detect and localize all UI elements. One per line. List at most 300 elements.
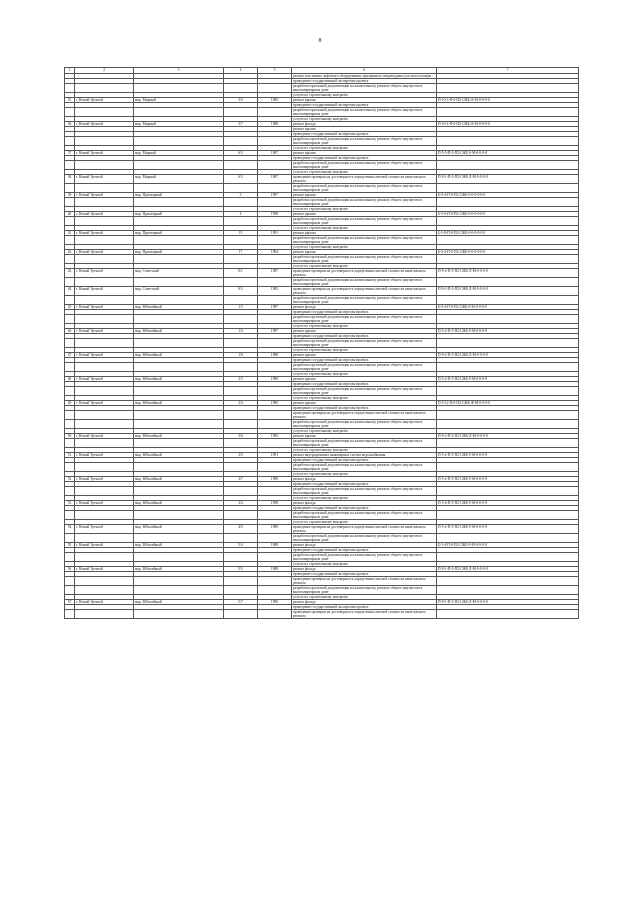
house-cell [224, 411, 258, 420]
city-cell [75, 511, 134, 520]
work-type-cell: услуги по строительному контролю [292, 472, 437, 477]
work-type-cell: разработка проектной документации на капитальному ремонту общего имущества в многоквартирном доме [292, 315, 437, 324]
city-cell: г. Новый Уренгой [75, 287, 134, 296]
table-row [65, 198, 579, 207]
address-cell [134, 255, 224, 264]
code-cell: П-5-2-П-0-П2-СЖБ-0-М-0-0-0-0 [437, 453, 579, 458]
house-cell [224, 439, 258, 448]
address-cell: мкр. Советский [134, 269, 224, 278]
work-type-cell: разработка проектной документации на капитальному ремонту общего имущества в многоквартирном доме [292, 278, 437, 287]
code-cell [437, 534, 579, 543]
code-cell: Б-5-4-П-0-П2-СЖБ-0-М-0-0-0-0 [437, 543, 579, 548]
address-cell [134, 278, 224, 287]
code-cell [437, 278, 579, 287]
address-cell: мкр. Мирный [134, 151, 224, 156]
work-type-cell: ремонт фасада [292, 543, 437, 548]
work-type-cell: проведение проверки на достоверность определения сметной стоимости капитального ремонта [292, 525, 437, 534]
row-number: 48 [65, 377, 75, 382]
work-type-cell: проведение государственной экспертизы проекта [292, 506, 437, 511]
work-type-cell: проведение проверки на достоверность определения сметной стоимости капитального ремонта [292, 577, 437, 586]
address-cell: мкр. Приозерный [134, 231, 224, 236]
year-cell [258, 411, 292, 420]
address-cell: мкр. Юбилейный [134, 329, 224, 334]
address-cell [134, 184, 224, 193]
address-cell: мкр. Юбилейный [134, 434, 224, 439]
house-cell [224, 511, 258, 520]
work-type-cell: ремонт фасада [292, 477, 437, 482]
work-type-cell: услуги по строительному контролю [292, 324, 437, 329]
house-cell [224, 108, 258, 117]
code-cell: П-10-4-П-0-П2-СЖБ-Л-М-0-0-0-0 [437, 122, 579, 127]
year-cell [258, 553, 292, 562]
city-cell [75, 315, 134, 324]
city-cell [75, 463, 134, 472]
house-cell: 1/6 [224, 353, 258, 358]
row-number [65, 184, 75, 193]
table-row [65, 217, 579, 226]
year-cell: 1987 [258, 269, 292, 278]
address-cell: мкр. Приозерный [134, 212, 224, 217]
address-cell [134, 610, 224, 619]
work-type-cell: разработка проектной документации на капитальному ремонту общего имущества в многоквартирном доме [292, 420, 437, 429]
work-type-cell: услуги по строительному контролю [292, 146, 437, 151]
house-cell [224, 184, 258, 193]
code-cell: П-9-2-П-0-П2-СЖБ-Л-М-0-0-0-0 [437, 353, 579, 358]
table-row [65, 108, 579, 117]
city-cell: г. Новый Уренгой [75, 434, 134, 439]
row-number: 45 [65, 305, 75, 310]
city-cell: г. Новый Уренгой [75, 600, 134, 605]
table-row [65, 511, 579, 520]
year-cell: 1989 [258, 525, 292, 534]
code-cell [437, 198, 579, 207]
code-cell: Б-5-4-П-0-П2-СЖБ-0-М-0-0-0-0 [437, 305, 579, 310]
city-cell [75, 278, 134, 287]
register-table [64, 67, 579, 619]
code-cell [437, 411, 579, 420]
house-cell [224, 553, 258, 562]
address-cell [134, 161, 224, 170]
year-cell [258, 463, 292, 472]
row-number: 38 [65, 175, 75, 184]
year-cell [258, 161, 292, 170]
house-cell [224, 198, 258, 207]
city-cell: г. Новый Уренгой [75, 98, 134, 103]
address-cell: мкр. Юбилейный [134, 401, 224, 406]
house-cell: 17 [224, 250, 258, 255]
address-cell [134, 198, 224, 207]
city-cell: г. Новый Уренгой [75, 250, 134, 255]
address-cell: мкр. Юбилейный [134, 353, 224, 358]
house-cell [224, 137, 258, 146]
work-type-cell: проведение государственной экспертизы проекта [292, 406, 437, 411]
work-type-cell: проведение государственной экспертизы проекта [292, 334, 437, 339]
code-cell: П-10-3-П-0-П2-СЖБ-Л-М-0-0-0-0 [437, 98, 579, 103]
work-type-cell: ремонт фасада [292, 600, 437, 605]
work-type-cell: разработка проектной документации на капитальному ремонту общего имущества в многоквартирном доме [292, 387, 437, 396]
city-cell: г. Новый Уренгой [75, 501, 134, 506]
row-number: 42 [65, 250, 75, 255]
city-cell: г. Новый Уренгой [75, 329, 134, 334]
address-cell [134, 420, 224, 429]
house-cell: 15 [224, 231, 258, 236]
row-number: 44 [65, 287, 75, 296]
city-cell: г. Новый Уренгой [75, 193, 134, 198]
work-type-cell: услуги по строительному контролю [292, 117, 437, 122]
row-number [65, 137, 75, 146]
work-type-cell: услуги по строительному контролю [292, 448, 437, 453]
address-cell [134, 577, 224, 586]
address-cell [134, 137, 224, 146]
code-cell [437, 610, 579, 619]
code-cell: Б-5-2-П-0-П2-СЖБ-0-0-0-0-0-0 [437, 250, 579, 255]
column-number: 4 [224, 68, 258, 74]
work-type-cell: проведение проверки на достоверность определения сметной стоимости капитального ремонта [292, 411, 437, 420]
work-type-cell: услуги по строительному контролю [292, 496, 437, 501]
work-type-cell: проведение государственной экспертизы проекта [292, 132, 437, 137]
city-cell: г. Новый Уренгой [75, 151, 134, 156]
year-cell [258, 84, 292, 93]
work-type-cell: проведение государственной экспертизы проекта [292, 548, 437, 553]
column-number: 5 [258, 68, 292, 74]
city-cell: г. Новый Уренгой [75, 477, 134, 482]
work-type-cell: разработка проектной документации на капитальному ремонту общего имущества в многоквартирном доме [292, 108, 437, 117]
row-number [65, 217, 75, 226]
work-type-cell: услуги по строительному контролю [292, 264, 437, 269]
table-row [65, 184, 579, 193]
row-number [65, 610, 75, 619]
work-type-cell: проведение государственной экспертизы проекта [292, 358, 437, 363]
house-cell [224, 217, 258, 226]
row-number: 51 [65, 453, 75, 458]
address-cell: мкр. Юбилейный [134, 543, 224, 548]
table-row [65, 236, 579, 245]
column-number: 2 [75, 68, 134, 74]
year-cell [258, 387, 292, 396]
code-cell [437, 511, 579, 520]
table-row [65, 439, 579, 448]
code-cell: П-9-2-П-0-П2-СЖБ-Л-М-0-0-0-0 [437, 434, 579, 439]
work-type-cell: ремонт крыши [292, 127, 437, 132]
work-type-cell: разработка проектной документации на капитальному ремонту общего имущества в многоквартирном доме [292, 363, 437, 372]
year-cell [258, 511, 292, 520]
city-cell [75, 161, 134, 170]
address-cell: мкр. Юбилейный [134, 377, 224, 382]
year-cell [258, 420, 292, 429]
address-cell [134, 339, 224, 348]
work-type-cell: услуги по строительному контролю [292, 429, 437, 434]
house-cell [224, 84, 258, 93]
table-row [65, 610, 579, 619]
city-cell [75, 84, 134, 93]
house-cell: 5/4 [224, 543, 258, 548]
row-number: 57 [65, 600, 75, 605]
house-cell: 2/6 [224, 434, 258, 439]
work-type-cell: ремонт крыши [292, 250, 437, 255]
work-type-cell: проведение государственной экспертизы проекта [292, 605, 437, 610]
row-number: 49 [65, 401, 75, 406]
code-cell [437, 339, 579, 348]
address-cell [134, 439, 224, 448]
city-cell [75, 108, 134, 117]
table-row [65, 525, 579, 534]
work-type-cell: ремонт крыши [292, 212, 437, 217]
column-number: 7 [437, 68, 579, 74]
year-cell: 1991 [258, 231, 292, 236]
code-cell [437, 217, 579, 226]
address-cell [134, 411, 224, 420]
city-cell: г. Новый Уренгой [75, 305, 134, 310]
city-cell: г. Новый Уренгой [75, 377, 134, 382]
city-cell: г. Новый Уренгой [75, 353, 134, 358]
work-type-cell: ремонт фасада [292, 305, 437, 310]
year-cell [258, 363, 292, 372]
work-type-cell: проведение проверки на достоверность определения сметной стоимости капитального ремонта [292, 175, 437, 184]
row-number [65, 463, 75, 472]
address-cell: мкр. Приозерный [134, 250, 224, 255]
work-type-cell: проведение государственной экспертизы проекта [292, 103, 437, 108]
house-cell [224, 586, 258, 595]
year-cell: 1987 [258, 175, 292, 184]
house-cell [224, 463, 258, 472]
work-type-cell: проведение государственной экспертизы проекта [292, 156, 437, 161]
city-cell: г. Новый Уренгой [75, 401, 134, 406]
work-type-cell: услуги по строительному контролю [292, 93, 437, 98]
house-cell: 9/3 [224, 287, 258, 296]
row-number [65, 420, 75, 429]
work-type-cell: услуги по строительному контролю [292, 170, 437, 175]
year-cell: 1995 [258, 434, 292, 439]
house-cell: 5/5 [224, 567, 258, 572]
house-cell: 1/4 [224, 329, 258, 334]
work-type-cell: ремонт фасада [292, 567, 437, 572]
page-number: 8 [318, 38, 322, 44]
year-cell [258, 610, 292, 619]
city-cell [75, 217, 134, 226]
row-number: 40 [65, 212, 75, 217]
address-cell: мкр. Юбилейный [134, 567, 224, 572]
work-type-cell: услуги по строительному контролю [292, 372, 437, 377]
house-cell [224, 278, 258, 287]
address-cell: мкр. Юбилейный [134, 501, 224, 506]
work-type-cell: разработка проектной документации на капитальному ремонту общего имущества в многоквартирном доме [292, 296, 437, 305]
house-cell [224, 387, 258, 396]
code-cell [437, 363, 579, 372]
city-cell [75, 487, 134, 496]
city-cell [75, 553, 134, 562]
city-cell: г. Новый Уренгой [75, 122, 134, 127]
city-cell: г. Новый Уренгой [75, 567, 134, 572]
code-cell [437, 137, 579, 146]
row-number [65, 586, 75, 595]
year-cell [258, 198, 292, 207]
work-type-cell: разработка проектной документации на капитальному ремонту общего имущества в многоквартирном доме [292, 339, 437, 348]
row-number [65, 387, 75, 396]
row-number: 36 [65, 122, 75, 127]
work-type-cell: услуги по строительному контролю [292, 348, 437, 353]
house-cell [224, 315, 258, 324]
year-cell: 1988 [258, 353, 292, 358]
row-number: 37 [65, 151, 75, 156]
row-number: 54 [65, 525, 75, 534]
year-cell: 1987 [258, 151, 292, 156]
row-number: 50 [65, 434, 75, 439]
city-cell: г. Новый Уренгой [75, 543, 134, 548]
row-number [65, 577, 75, 586]
code-cell [437, 553, 579, 562]
year-cell: 1989 [258, 377, 292, 382]
city-cell [75, 184, 134, 193]
address-cell: мкр. Юбилейный [134, 453, 224, 458]
work-type-cell: разработка проектной документации на капитальному ремонту общего имущества в многоквартирном доме [292, 217, 437, 226]
work-type-cell: проведение проверки на достоверность определения сметной стоимости капитального ремонта [292, 287, 437, 296]
work-type-cell: ремонт крыши [292, 353, 437, 358]
work-type-cell: услуги по строительному контролю [292, 207, 437, 212]
work-type-cell: услуги по строительному контролю [292, 396, 437, 401]
address-cell [134, 363, 224, 372]
row-number: 39 [65, 193, 75, 198]
year-cell [258, 439, 292, 448]
address-cell [134, 586, 224, 595]
code-cell: П-5-2-П-0-П2-СЖБ-0-М-0-0-0-0 [437, 525, 579, 534]
year-cell: 1988 [258, 543, 292, 548]
work-type-cell: ремонт крыши [292, 98, 437, 103]
row-number [65, 236, 75, 245]
register-body [65, 68, 579, 619]
year-cell [258, 296, 292, 305]
house-cell: 4 [224, 212, 258, 217]
year-cell: 1985 [258, 401, 292, 406]
row-number [65, 161, 75, 170]
row-number [65, 84, 75, 93]
house-cell [224, 577, 258, 586]
year-cell [258, 255, 292, 264]
city-cell [75, 255, 134, 264]
house-cell [224, 236, 258, 245]
code-cell: П-5-4-П-0-П2-СЖБ-0-М-0-0-0-0 [437, 501, 579, 506]
city-cell [75, 137, 134, 146]
house-cell [224, 610, 258, 619]
code-cell [437, 487, 579, 496]
city-cell: г. Новый Уренгой [75, 175, 134, 184]
year-cell: 1998 [258, 212, 292, 217]
city-cell [75, 236, 134, 245]
year-cell: 1990 [258, 600, 292, 605]
house-cell: 3/7 [224, 477, 258, 482]
house-cell [224, 161, 258, 170]
work-type-cell: ремонт фасада [292, 122, 437, 127]
code-cell [437, 84, 579, 93]
year-cell: 1987 [258, 329, 292, 334]
house-cell: 3/7 [224, 122, 258, 127]
city-cell [75, 387, 134, 396]
year-cell [258, 315, 292, 324]
work-type-cell: разработка проектной документации на капитальному ремонту общего имущества в многоквартирном доме [292, 553, 437, 562]
year-cell [258, 339, 292, 348]
table-row [65, 315, 579, 324]
code-cell [437, 255, 579, 264]
code-cell: П-5-2-П-0-П2-СЖБ-0-М-0-0-0-0 [437, 477, 579, 482]
code-cell: П-9-1-П-0-П2-СЖБ-Л-М-0-0-0-0 [437, 567, 579, 572]
address-cell [134, 296, 224, 305]
address-cell: мкр. Мирный [134, 98, 224, 103]
code-cell [437, 315, 579, 324]
address-cell: мкр. Юбилейный [134, 600, 224, 605]
address-cell: мкр. Юбилейный [134, 305, 224, 310]
code-cell: П-9-1-П-0-П2-СЖБ-Л-М-0-0-0-0 [437, 600, 579, 605]
row-number: 52 [65, 477, 75, 482]
table-row [65, 255, 579, 264]
row-number [65, 278, 75, 287]
code-cell: Б-5-4-П-0-П2-СЖБ-0-0-0-0-0-0 [437, 193, 579, 198]
house-cell [224, 534, 258, 543]
city-cell: г. Новый Уренгой [75, 212, 134, 217]
code-cell [437, 161, 579, 170]
year-cell: 1997 [258, 193, 292, 198]
year-cell [258, 217, 292, 226]
code-cell [437, 236, 579, 245]
address-cell: мкр. Советский [134, 287, 224, 296]
work-type-cell: проведение проверки на достоверность определения сметной стоимости капитального ремонта [292, 610, 437, 619]
code-cell [437, 439, 579, 448]
row-number [65, 363, 75, 372]
address-cell [134, 217, 224, 226]
row-number [65, 198, 75, 207]
city-cell [75, 296, 134, 305]
city-cell [75, 420, 134, 429]
table-row [65, 175, 579, 184]
house-cell: 1/3 [224, 305, 258, 310]
code-cell [437, 296, 579, 305]
address-cell: мкр. Мирный [134, 122, 224, 127]
row-number [65, 553, 75, 562]
house-cell: 6/3 [224, 175, 258, 184]
work-type-cell: проведение государственной экспертизы проекта [292, 482, 437, 487]
table-row [65, 411, 579, 420]
city-cell [75, 610, 134, 619]
address-cell [134, 553, 224, 562]
work-type-cell: разработка проектной документации на капитальному ремонту общего имущества в многоквартирном доме [292, 586, 437, 595]
table-row [65, 534, 579, 543]
code-cell [437, 108, 579, 117]
city-cell [75, 198, 134, 207]
city-cell [75, 534, 134, 543]
table-row [65, 296, 579, 305]
code-cell [437, 463, 579, 472]
work-type-cell: проведение государственной экспертизы проекта [292, 79, 437, 84]
row-number [65, 108, 75, 117]
address-cell: мкр. Приозерный [134, 193, 224, 198]
year-cell [258, 278, 292, 287]
code-cell: П-5-5-П-0-П2-СЖБ-0-М-0-0-0-0 [437, 151, 579, 156]
code-cell: П-9-2-П-0-П2-СЖБ-Л-М-0-0-0-0 [437, 287, 579, 296]
address-cell [134, 463, 224, 472]
table-row [65, 586, 579, 595]
code-cell: Б-5-8-П-0-П2-СЖБ-0-0-0-0-0-0 [437, 231, 579, 236]
work-type-cell: ремонт крыши [292, 151, 437, 156]
work-type-cell: разработка проектной документации на капитальному ремонту общего имущества в многоквартирном доме [292, 198, 437, 207]
address-cell [134, 387, 224, 396]
work-type-cell: ремонт крыши [292, 377, 437, 382]
year-cell: 1990 [258, 477, 292, 482]
code-cell: Б-5-6-П-0-П2-СЖБ-0-0-0-0-0-0 [437, 212, 579, 217]
house-cell [224, 339, 258, 348]
table-row [65, 278, 579, 287]
row-number: 53 [65, 501, 75, 506]
work-type-cell: проведение государственной экспертизы проекта [292, 572, 437, 577]
work-type-cell: проведение государственной экспертизы проекта [292, 458, 437, 463]
row-number: 41 [65, 231, 75, 236]
